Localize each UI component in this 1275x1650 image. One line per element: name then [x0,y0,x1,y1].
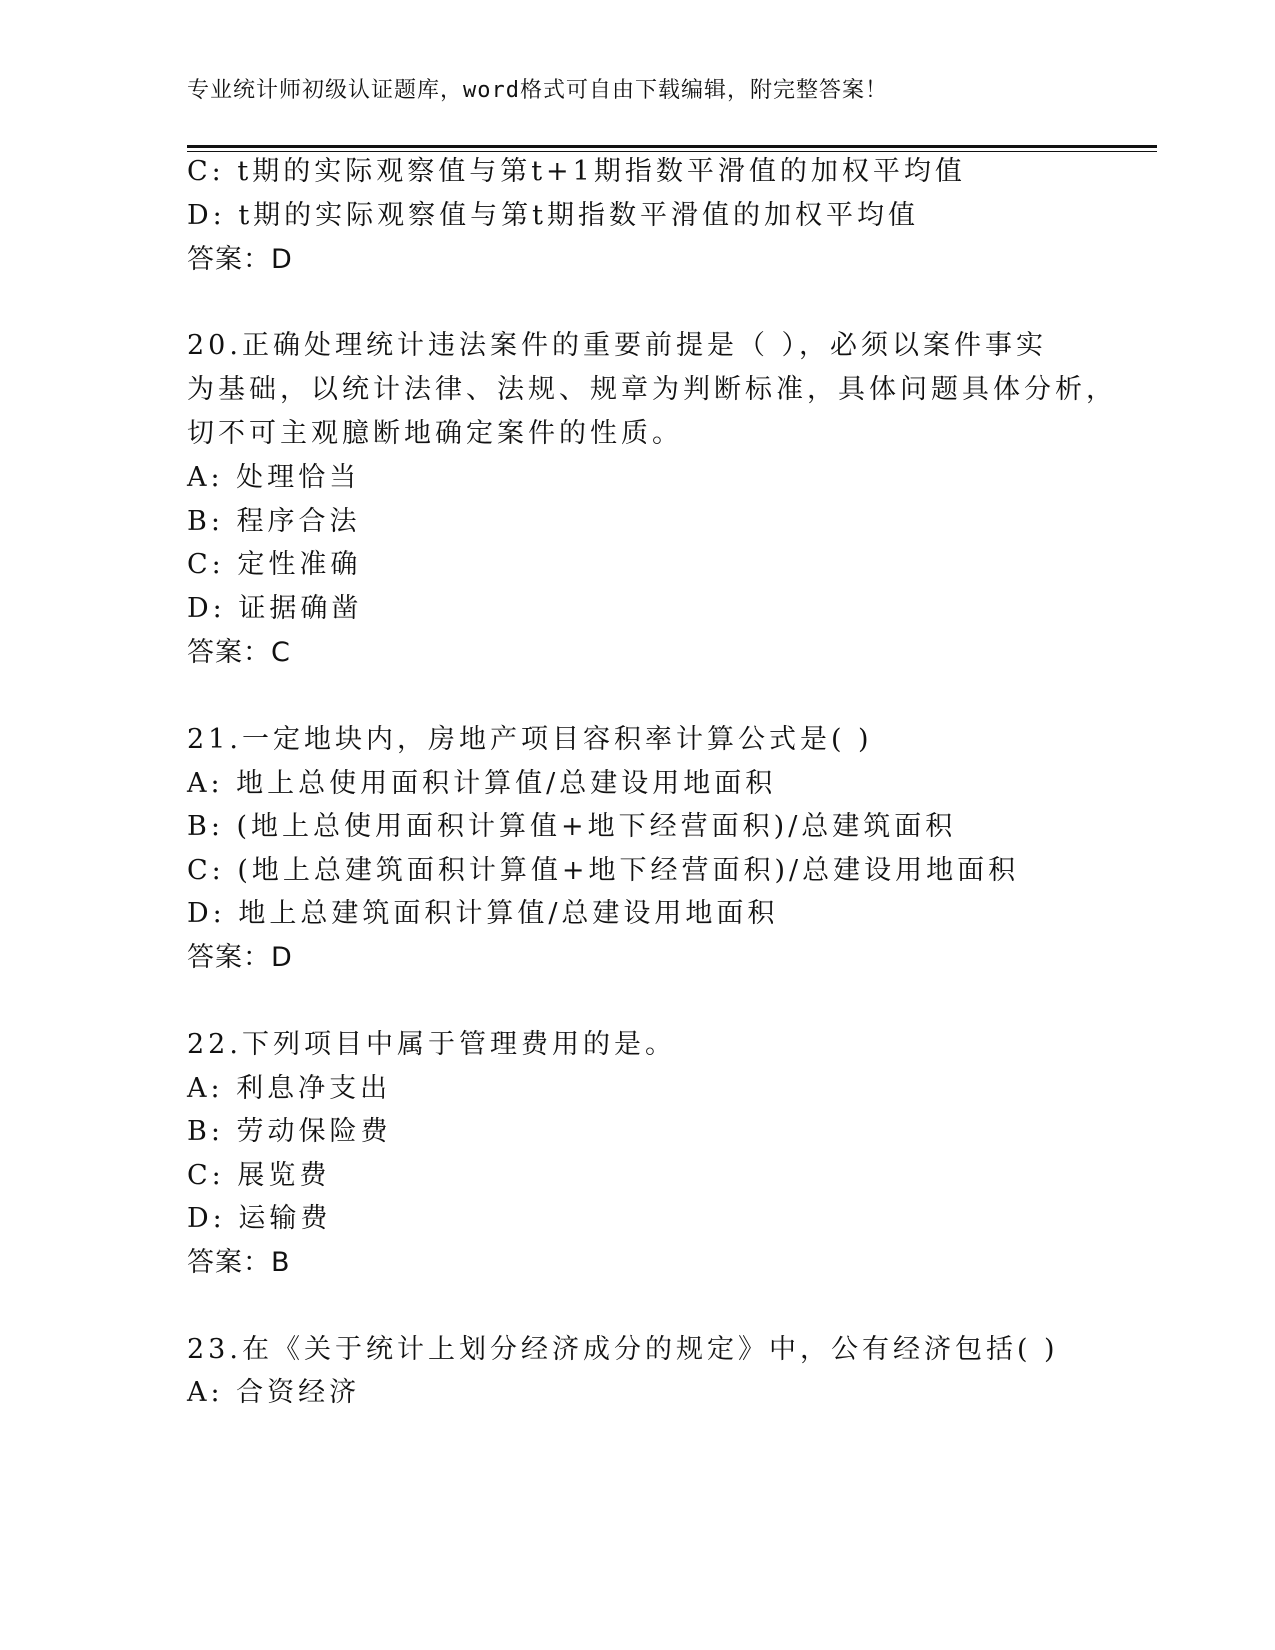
q20-option-a: A: 处理恰当 [187,462,361,493]
q22-option-c: C: 展览费 [187,1160,331,1191]
q22-option-b: B: 劳动保险费 [187,1116,392,1147]
q22-option-d: D: 运输费 [187,1203,332,1234]
q20-option-c: C: 定性准确 [187,549,362,580]
q21-answer: 答案：D [187,942,293,973]
q20-option-b: B: 程序合法 [187,506,361,537]
q21-option-b: B: (地上总使用面积计算值+地下经营面积)/总建筑面积 [187,811,957,842]
q21-option-c: C: (地上总建筑面积计算值+地下经营面积)/总建设用地面积 [187,855,1020,886]
q21-option-a: A: 地上总使用面积计算值/总建设用地面积 [187,768,777,799]
q20-option-d: D: 证据确凿 [187,593,363,624]
header-divider-thick [187,145,1157,148]
q22-answer: 答案：B [187,1247,291,1278]
q19-answer: 答案：D [187,244,293,275]
q22-option-a: A: 利息净支出 [187,1073,392,1104]
q20-stem-line-1: 20.正确处理统计违法案件的重要前提是（ ），必须以案件事实 [187,330,1048,361]
q23-option-a: A: 合资经济 [187,1377,361,1408]
page-header: 专业统计师初级认证题库，word格式可自由下载编辑，附完整答案！ [187,78,888,103]
q20-stem-line-2: 为基础，以统计法律、法规、规章为判断标准，具体问题具体分析， [187,374,1117,405]
q21-stem: 21.一定地块内，房地产项目容积率计算公式是( ) [187,724,873,755]
q19-option-d: D: t期的实际观察值与第t期指数平滑值的加权平均值 [187,200,920,231]
q21-option-d: D: 地上总建筑面积计算值/总建设用地面积 [187,898,779,929]
q23-stem: 23.在《关于统计上划分经济成分的规定》中，公有经济包括( ) [187,1334,1059,1365]
q19-option-c: C: t期的实际观察值与第t+1期指数平滑值的加权平均值 [187,156,966,187]
q20-stem-line-3: 切不可主观臆断地确定案件的性质。 [187,418,683,449]
q20-answer: 答案：C [187,637,291,668]
q22-stem: 22.下列项目中属于管理费用的是。 [187,1029,676,1060]
